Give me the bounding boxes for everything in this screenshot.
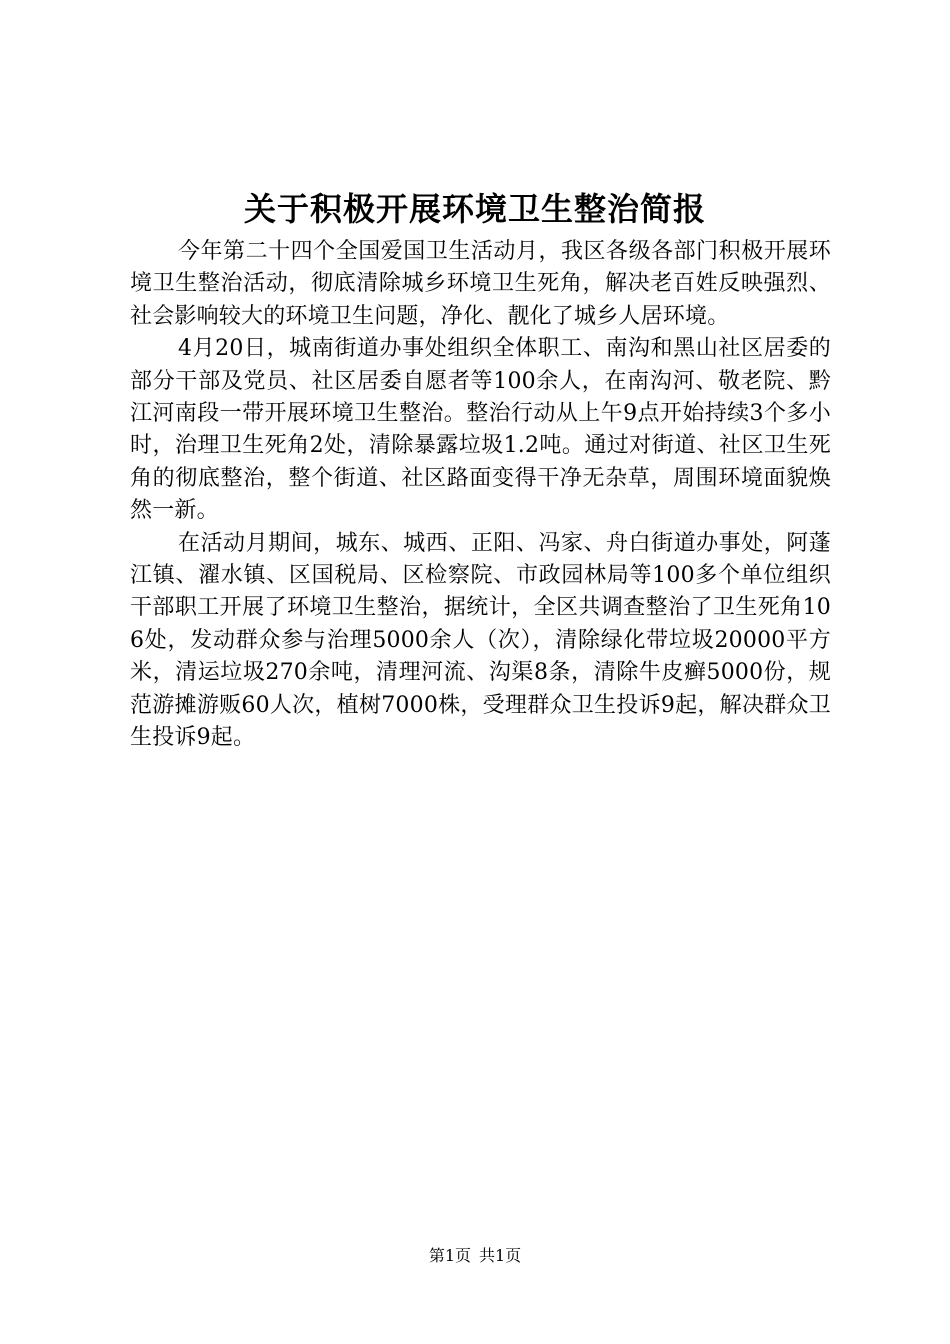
page-total: 共1页 [479,1246,522,1265]
paragraph-statistics: 在活动月期间，城东、城西、正阳、冯家、舟白街道办事处，阿蓬江镇、濯水镇、区国税局、区检察院、市政园林局等100多个单位组织干部职工开展了环境卫生整治，据统计，全区共调查整治了卫生死角106处，发动群众参与治理5000余人（次），清除绿化带垃圾20000平方米，清运垃圾270余吨，清理河流、沟渠8条，清除牛皮癣5000份，规范游摊游贩60人次，植树7000株，受理群众卫生投诉9起，解决群众卫生投诉9起。 [130,530,831,751]
document-body [130,236,831,755]
page-number: 第1页 [428,1246,471,1265]
page-footer [0,1244,950,1268]
document-title: 关于积极开展环境卫生整治简报 [243,190,706,228]
paragraph-intro: 今年第二十四个全国爱国卫生活动月，我区各级各部门积极开展环境卫生整治活动，彻底清除城乡环境卫生死角，解决老百姓反映强烈、社会影响较大的环境卫生问题，净化、靓化了城乡人居环境。 [130,239,831,329]
paragraph-chengnan: 4月20日，城南街道办事处组织全体职工、南沟和黑山社区居委的部分干部及党员、社区居委自愿者等100余人，在南沟河、敬老院、黔江河南段一带开展环境卫生整治。整治行动从上午9点开始持续3个多小时，治理卫生死角2处，清除暴露垃圾1.2吨。通过对街道、社区卫生死角的彻底整治，整个街道、社区路面变得干净无杂草，周围环境面貌焕然一新。 [130,336,831,524]
